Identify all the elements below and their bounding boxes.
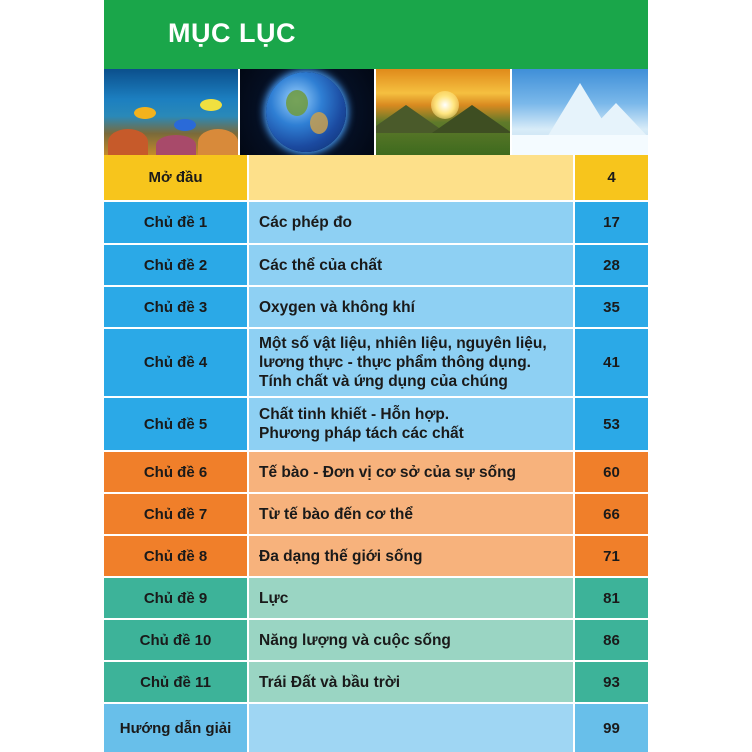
toc-page-number: 99 (575, 704, 648, 752)
toc-label: Chủ đề 3 (104, 287, 247, 327)
toc-page-number: 60 (575, 452, 648, 492)
toc-row-topic-5[interactable] (104, 398, 648, 452)
toc-label: Chủ đề 11 (104, 662, 247, 702)
planet-earth-photo (238, 69, 374, 155)
fish-shape (174, 119, 196, 131)
toc-row-topic-1[interactable] (104, 202, 648, 245)
toc-label: Chủ đề 7 (104, 494, 247, 534)
toc-label: Chủ đề 9 (104, 578, 247, 618)
continent-shape (310, 112, 328, 134)
toc-label: Chủ đề 5 (104, 398, 247, 450)
toc-page-number: 41 (575, 329, 648, 396)
continent-shape (286, 90, 308, 116)
ice-floe (512, 135, 648, 155)
toc-row-topic-8[interactable] (104, 536, 648, 578)
toc-label: Hướng dẫn giải (104, 704, 247, 752)
toc-title: Các thể của chất (247, 245, 575, 285)
fish-shape (200, 99, 222, 111)
toc-row-introduction[interactable] (104, 155, 648, 202)
toc-page-number: 35 (575, 287, 648, 327)
toc-title: Lực (247, 578, 575, 618)
toc-page-number: 81 (575, 578, 648, 618)
toc-title: Trái Đất và bầu trời (247, 662, 575, 702)
toc-title: Một số vật liệu, nhiên liệu, nguyên liệu, lương thực - thực phẩm thông dụng. Tính chất và ứng dụng của chúng (247, 329, 575, 396)
toc-row-topic-7[interactable] (104, 494, 648, 536)
toc-page-number: 17 (575, 202, 648, 243)
toc-label: Chủ đề 8 (104, 536, 247, 576)
toc-page-number: 53 (575, 398, 648, 450)
toc-page-number: 66 (575, 494, 648, 534)
toc-page-number: 86 (575, 620, 648, 660)
toc-label: Chủ đề 1 (104, 202, 247, 243)
toc-title: Năng lượng và cuộc sống (247, 620, 575, 660)
toc-title: Tế bào - Đơn vị cơ sở của sự sống (247, 452, 575, 492)
toc-row-topic-10[interactable] (104, 620, 648, 662)
iceberg-shape (582, 103, 648, 139)
toc-page-number: 28 (575, 245, 648, 285)
toc-table (104, 155, 648, 752)
coral-shape (108, 129, 148, 155)
fish-shape (134, 107, 156, 119)
toc-title: Chất tinh khiết - Hỗn hợp. Phương pháp tách các chất (247, 398, 575, 450)
table-of-contents-page (104, 0, 648, 752)
iceberg-photo (510, 69, 648, 155)
toc-title (247, 704, 575, 752)
toc-title (247, 155, 575, 200)
toc-page-number: 93 (575, 662, 648, 702)
toc-label: Chủ đề 10 (104, 620, 247, 660)
toc-label: Chủ đề 4 (104, 329, 247, 396)
toc-title: Đa dạng thế giới sống (247, 536, 575, 576)
page-title: MỤC LỤC (168, 18, 296, 48)
toc-row-topic-4[interactable] (104, 329, 648, 398)
mountain-shape (432, 105, 510, 133)
earth-globe (266, 72, 346, 152)
toc-title: Các phép đo (247, 202, 575, 243)
toc-row-topic-3[interactable] (104, 287, 648, 329)
coral-shape (156, 135, 196, 155)
toc-row-topic-9[interactable] (104, 578, 648, 620)
toc-page-number: 71 (575, 536, 648, 576)
toc-row-solutions[interactable] (104, 704, 648, 752)
toc-label: Chủ đề 2 (104, 245, 247, 285)
header-banner (104, 0, 648, 69)
toc-row-topic-2[interactable] (104, 245, 648, 287)
toc-title: Oxygen và không khí (247, 287, 575, 327)
toc-page-number: 4 (575, 155, 648, 200)
toc-row-topic-6[interactable] (104, 452, 648, 494)
toc-title: Từ tế bào đến cơ thể (247, 494, 575, 534)
toc-label: Chủ đề 6 (104, 452, 247, 492)
sunset-mountain-meadow-photo (374, 69, 510, 155)
photo-strip (104, 69, 648, 155)
toc-row-topic-11[interactable] (104, 662, 648, 704)
underwater-coral-reef-photo (104, 69, 238, 155)
toc-label: Mở đầu (104, 155, 247, 200)
coral-shape (198, 129, 238, 155)
